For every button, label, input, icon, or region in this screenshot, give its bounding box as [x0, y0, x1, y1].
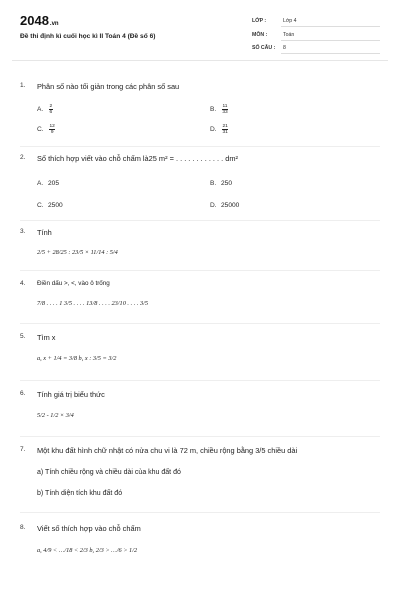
- math-expression: 7/8 . . . . 1 3/5 . . . . 13/8 . . . . 23/10 . . . . 3/5: [37, 300, 149, 307]
- exam-page: 2048.vn Đề thi định kì cuối học kì II Toán 4 (Đề số 6) LỚP : Lớp 4 MÔN : Toán SỐ CÂU : 8 1. Phân số nào tối giản trong các phân số sau A. $\frac{2}{6}$ B. $\frac{11}{33}$ C. $\frac{12}{9}$ D. $\frac{21}{31}$ 2. Số thích hợp viết vào chỗ chấm là25 m² = . . . . . . . . . . . . dm² A. 205 B. 250 C. 2500 D. 25000 3. Tính 2/5 + 28/25 : 23/5 × 11/14 : 5/4 4. Điền dấu >, <, vào ô trống 7/8 . . . . 1 3/5 . . . . 13/8 . . . . 23/10 . . . . 3/5 5. Tìm x a, x + 1/4 = 3/8 b, x : 3/5 = 3/2 6. Tính giá trị biểu thức 5/2 - 1/2 × 3/4 7. Một khu đất hình chữ nhật có nửa chu vi là 72 m, chiều rộng bằng 3/5 chiều dài a) Tính chiều rộng và chiều dài của khu đất đó b) Tính diện tích khu đất đó 8. Viết số thích hợp vào chỗ chấm a, 4/9 < …/18 < 2/3 b, 2/3 > …/6 > 1/2: [0, 0, 400, 600]
- part-a: a) Tính chiều rộng và chiều dài của khu đất đó: [37, 469, 181, 476]
- header-divider: [12, 60, 388, 61]
- math-expression: a, 4/9 < …/18 < 2/3 b, 2/3 > …/6 > 1/2: [37, 547, 138, 554]
- brand-logo[interactable]: 2048.vn: [20, 13, 59, 28]
- math-expression: a, x + 1/4 = 3/8 b, x : 3/5 = 3/2: [37, 355, 117, 362]
- option-d[interactable]: D. 25000: [210, 202, 240, 209]
- option-a[interactable]: A. $\frac{2}{6}$: [37, 104, 53, 115]
- option-d[interactable]: D. $\frac{21}{31}$: [210, 124, 228, 135]
- option-c[interactable]: C. $\frac{12}{9}$: [37, 124, 55, 135]
- part-b: b) Tính diện tích khu đất đó: [37, 490, 123, 497]
- math-expression: 5/2 - 1/2 × 3/4: [37, 412, 74, 419]
- option-c[interactable]: C. 2500: [37, 202, 63, 209]
- exam-title: Đề thi định kì cuối học kì II Toán 4 (Đề số 6): [20, 33, 156, 40]
- option-b[interactable]: B. 250: [210, 180, 233, 187]
- option-b[interactable]: B. $\frac{11}{33}$: [210, 104, 228, 115]
- option-a[interactable]: A. 205: [37, 180, 60, 187]
- math-expression: 2/5 + 28/25 : 23/5 × 11/14 : 5/4: [37, 249, 118, 256]
